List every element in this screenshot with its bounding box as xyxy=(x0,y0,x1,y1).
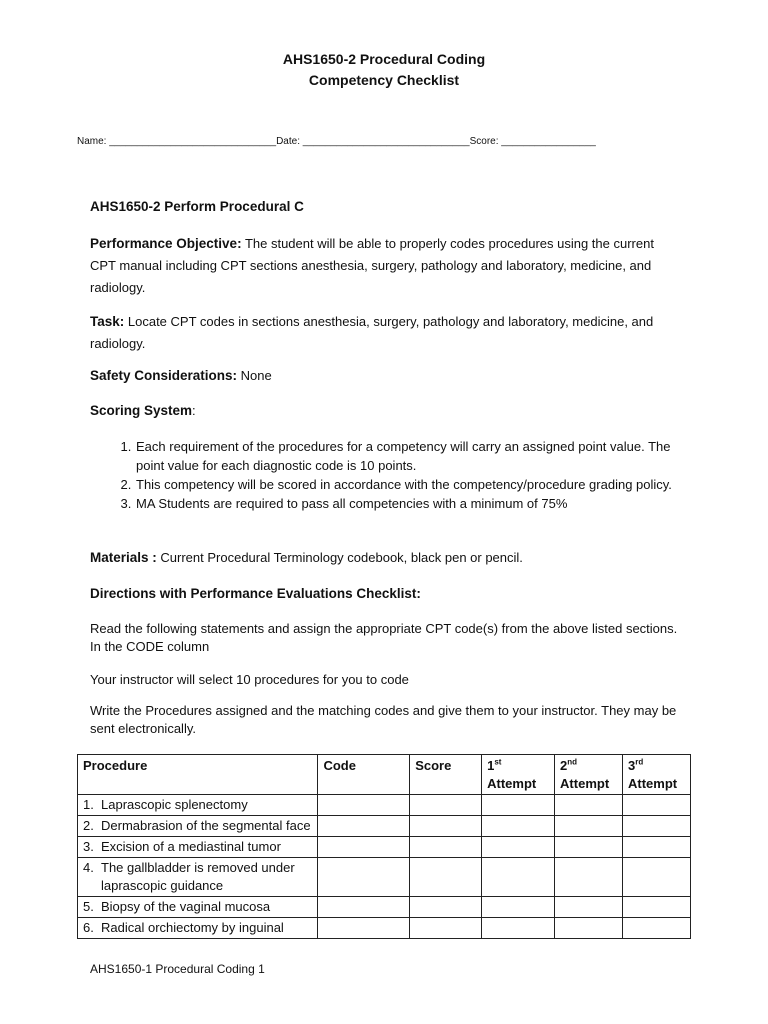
attempt-1-cell[interactable] xyxy=(482,837,555,858)
name-date-score-line: Name: ______________________________Date: ______________________________Score: _________________ xyxy=(77,136,596,147)
score-cell[interactable] xyxy=(410,837,482,858)
procedure-cell: 6. Radical orchiectomy by inguinal xyxy=(78,918,318,939)
attempt-2-cell[interactable] xyxy=(555,918,623,939)
directions-heading: Directions with Performance Evaluations Checklist: xyxy=(90,586,421,601)
attempt-3-cell[interactable] xyxy=(623,795,691,816)
safety-text: None xyxy=(237,368,272,383)
code-cell[interactable] xyxy=(318,858,410,897)
objective-text: The student will be able to properly codes procedures using the current CPT manual including CPT sections anesthesia, surgery, pathology and laboratory, medicine, and radiology. xyxy=(90,236,654,295)
score-cell[interactable] xyxy=(410,897,482,918)
performance-objective xyxy=(90,233,680,299)
page-footer: AHS1650-1 Procedural Coding 1 xyxy=(90,962,265,976)
table-row xyxy=(78,858,691,897)
directions-paragraph-3: Write the Procedures assigned and the matching codes and give them to your instructor. They may be sent electronically. xyxy=(90,703,677,736)
table-row xyxy=(78,816,691,837)
table-header-row xyxy=(78,755,691,795)
attempt-3-cell[interactable] xyxy=(623,897,691,918)
procedure-cell: 2. Dermabrasion of the segmental face xyxy=(78,816,318,837)
header-attempt-3: 3rd Attempt xyxy=(623,755,691,795)
attempt-2-cell[interactable] xyxy=(555,837,623,858)
title-line-2: Competency Checklist xyxy=(308,72,460,88)
attempt-2-cell[interactable] xyxy=(555,858,623,897)
code-cell[interactable] xyxy=(318,816,410,837)
score-cell[interactable] xyxy=(410,858,482,897)
task-label: Task: xyxy=(90,314,125,329)
header-score: Score xyxy=(410,755,482,795)
header-attempt-2: 2nd Attempt xyxy=(555,755,623,795)
procedure-cell: 4. The gallbladder is removed under laprascopic guidance xyxy=(78,858,318,897)
unit-heading: AHS1650-2 Perform Procedural C xyxy=(90,199,304,214)
materials-section xyxy=(90,548,680,567)
scoring-label: Scoring System xyxy=(90,403,193,418)
objective-label: Performance Objective: xyxy=(90,236,242,251)
scoring-list xyxy=(90,437,680,513)
attempt-1-cell[interactable] xyxy=(482,816,555,837)
score-cell[interactable] xyxy=(410,816,482,837)
table-row xyxy=(78,837,691,858)
procedure-table xyxy=(77,754,691,939)
materials-label: Materials : xyxy=(90,550,157,565)
attempt-2-cell[interactable] xyxy=(555,897,623,918)
scoring-item: 1. Each requirement of the procedures for a competency will carry an assigned point value. The point value for each diagnostic code is 10 points. xyxy=(135,437,680,475)
header-attempt-1: 1st Attempt xyxy=(482,755,555,795)
table-row xyxy=(78,918,691,939)
code-cell[interactable] xyxy=(318,837,410,858)
attempt-3-cell[interactable] xyxy=(623,837,691,858)
code-cell[interactable] xyxy=(318,897,410,918)
table-row xyxy=(78,795,691,816)
directions-paragraph-1: Read the following statements and assign the appropriate CPT code(s) from the above listed sections. In the CODE column xyxy=(90,621,678,654)
attempt-3-cell[interactable] xyxy=(623,858,691,897)
header-code: Code xyxy=(318,755,410,795)
code-cell[interactable] xyxy=(318,918,410,939)
code-cell[interactable] xyxy=(318,795,410,816)
attempt-3-cell[interactable] xyxy=(623,816,691,837)
attempt-1-cell[interactable] xyxy=(482,795,555,816)
task-text: Locate CPT codes in sections anesthesia, surgery, pathology and laboratory, medicine, and radiology. xyxy=(90,314,654,351)
task-section xyxy=(90,311,680,355)
attempt-1-cell[interactable] xyxy=(482,918,555,939)
header-procedure: Procedure xyxy=(78,755,318,795)
attempt-1-cell[interactable] xyxy=(482,858,555,897)
scoring-item: 2. This competency will be scored in accordance with the competency/procedure grading policy. xyxy=(135,475,680,494)
scoring-colon: : xyxy=(192,403,196,418)
score-cell[interactable] xyxy=(410,918,482,939)
attempt-2-cell[interactable] xyxy=(555,816,623,837)
attempt-1-cell[interactable] xyxy=(482,897,555,918)
attempt-3-cell[interactable] xyxy=(623,918,691,939)
procedure-cell: 1. Laprascopic splenectomy xyxy=(78,795,318,816)
table-row xyxy=(78,897,691,918)
attempt-2-cell[interactable] xyxy=(555,795,623,816)
title-line-1: AHS1650-2 Procedural Coding xyxy=(282,51,486,67)
scoring-heading xyxy=(90,401,680,420)
directions-paragraph-2: Your instructor will select 10 procedures for you to code xyxy=(90,672,409,687)
safety-section xyxy=(90,366,680,385)
procedure-cell: 3. Excision of a mediastinal tumor xyxy=(78,837,318,858)
scoring-item: 3. MA Students are required to pass all competencies with a minimum of 75% xyxy=(135,494,680,513)
score-cell[interactable] xyxy=(410,795,482,816)
materials-text: Current Procedural Terminology codebook, black pen or pencil. xyxy=(156,550,523,565)
document-title xyxy=(0,49,768,91)
safety-label: Safety Considerations: xyxy=(90,368,238,383)
procedure-cell: 5. Biopsy of the vaginal mucosa xyxy=(78,897,318,918)
